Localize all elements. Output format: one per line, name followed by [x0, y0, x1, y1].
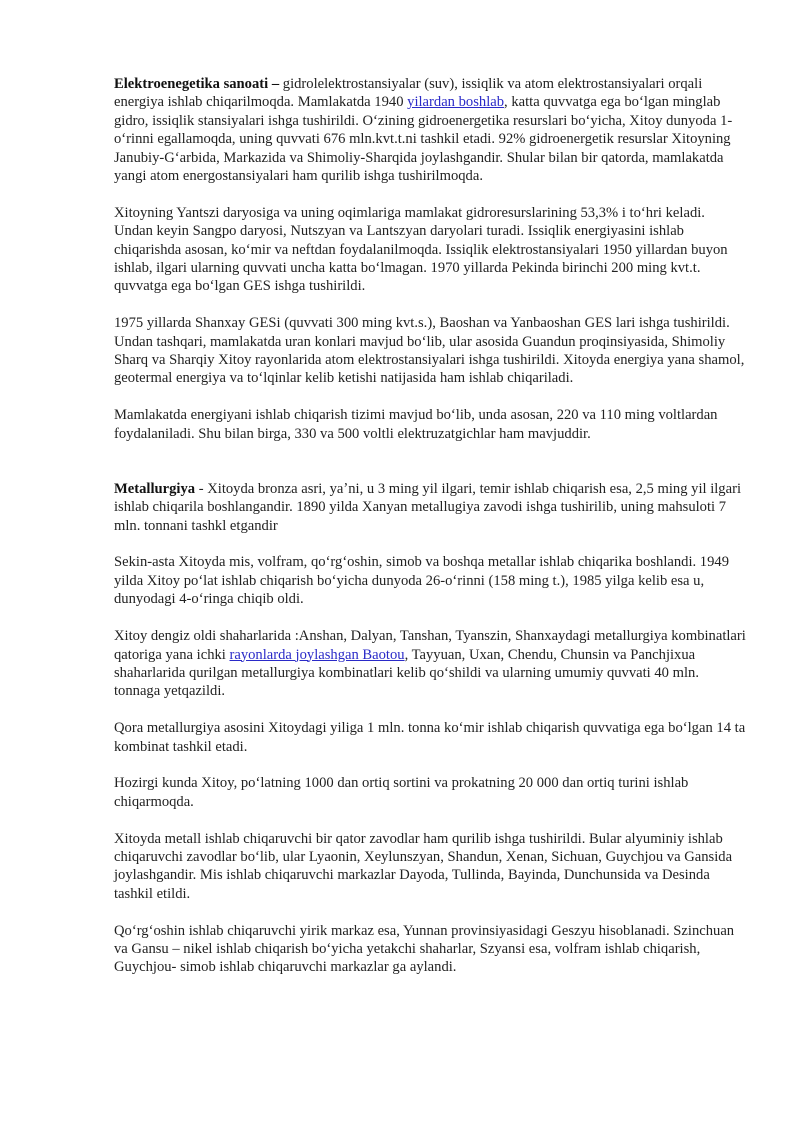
energy-paragraph-3: 1975 yillarda Shanxay GESi (quvvati 300 ming kvt.s.), Baoshan va Yanbaoshan GES lari ishga tushirildi. Undan tashqari, mamlakatda uran konlari mavjud boʻlib, ular asosida Guandun proqinsiyasida, Shimoliy Sharq va Sharqiy Xitoy rayonlarida atom elektrostansiyalari ishga tushirildi. Xitoyda energiya yana shamol, geotermal energiya va toʻlqinlar kelib ketishi natijasida ham ishlab chiqariladi.: [114, 315, 745, 387]
metal-paragraph-3: [114, 627, 746, 701]
metal-paragraph-6: Xitoyda metall ishlab chiqaruvchi bir qator zavodlar ham qurilib ishga tushirildi. Bular alyuminiy ishlab chiqaruvchi zavodlar boʻlib, ular Lyaonin, Xeylunszyan, Shandun, Xenan, Sichuan, Guychjou va Gansida joylashgandir. Mis ishlab chiqaruvchi markazlar Dayoda, Tullinda, Bayinda, Dunchunsida va Desinda tashkil etildi.: [114, 830, 733, 902]
metal-paragraph-7: Qoʻrgʻoshin ishlab chiqaruvchi yirik markaz esa, Yunnan provinsiyasidagi Geszyu hisoblanadi. Szinchuan va Gansu – nikel ishlab chiqarish boʻyicha yetakchi shaharlar, Szyansi esa, volfram ishlab chiqarish, Guychjou- simob ishlab chiqaruvchi markazlar ga aylandi.: [114, 922, 735, 976]
energy-term-dash: –: [268, 76, 283, 92]
energy-paragraph-4: Mamlakatda energiyani ishlab chiqarish tizimi mavjud boʻlib, unda asosan, 220 va 110 ming voltlardan foydalaniladi. Shu bilan birga, 330 va 500 voltli elektruzatgichlar ham mavjuddir.: [114, 407, 718, 442]
years-link[interactable]: yilardan boshlab: [407, 94, 505, 111]
metallurgy-term: Metallurgiya: [114, 480, 196, 497]
metal-paragraph-4: Qora metallurgiya asosini Xitoydagi yiliga 1 mln. tonna koʻmir ishlab chiqarish quvvatiga ega boʻlgan 14 ta kombinat tashkil etadi.: [114, 720, 746, 755]
baotou-link[interactable]: rayonlarda joylashgan Baotou: [229, 646, 405, 663]
energy-paragraph-1: [114, 75, 746, 185]
energy-term: Elektroenegetika sanoati: [114, 76, 269, 92]
metal-paragraph-2: Sekin-asta Xitoyda mis, volfram, qoʻrgʻoshin, simob va boshqa metallar ishlab chiqarika boshlandi. 1949 yilda Xitoy poʻlat ishlab chiqarish boʻyicha dunyoda 26-oʻrinni (158 ming t.), 1985 yilga kelib esa u, dunyodagi 4-oʻringa chiqib oldi.: [114, 554, 729, 608]
metal-text-3b: , Tayyuan, Uxan, Chendu, Chunsin va Panchjixua shaharlarida qurilgan metallurgiya kombinatlari kelib qoʻshildi va ularning umumiy quvvati 40 mln. tonnaga yetqazildi.: [114, 646, 699, 700]
document-page: [114, 75, 746, 995]
metal-paragraph-5: Hozirgi kunda Xitoy, poʻlatning 1000 dan ortiq sortini va prokatning 20 000 dan ortiq turini ishlab chiqarmoqda.: [114, 775, 689, 810]
metal-text-3a: Xitoy dengiz oldi shaharlarida :Anshan, Dalyan, Tanshan, Tyanszin, Shanxaydagi metallurgiya kombinatlari qatoriga yana ichki: [114, 628, 746, 663]
metal-text-1: - Xitoyda bronza asri, yaʼni, u 3 ming yil ilgari, temir ishlab chiqarish esa, 2,5 ming yil ilgari ishlab chiqarila boshlangandir. 1890 yilda Xanyan metallugiya zavodi ishga tushirilib, uning mahsuloti 7 mln. tonnani tashkl etgandir: [114, 480, 741, 534]
metal-paragraph-1: [114, 480, 746, 535]
energy-text-1b: , katta quvvatga ega boʻlgan minglab gidro, issiqlik stansiyalari ishga tushirildi. Oʻzining gidroenergetika resurslari boʻyicha, Xitoy dunyoda 1-oʻrinni egallamoqda, uning quvvati 676 mln.kvt.t.ni tashkil etadi. 92% gidroenergetik resurslar Xitoyning Janubiy-Gʻarbida, Markazida va Shimoliy-Sharqida joylashgandir. Shular bilan bir qatorda, mamlakatda yangi atom energostansiyalari ham qurilib ishga tushirilmoqda.: [114, 94, 733, 185]
energy-text-1a: gidrolelektrostansiyalar (suv), issiqlik va atom elektrostansiyalari orqali energiya ishlab chiqarilmoqda. Mamlakatda 1940: [114, 76, 703, 111]
energy-paragraph-2: Xitoyning Yantszi daryosiga va uning oqimlariga mamlakat gidroresurslarining 53,3% i toʻhri keladi. Undan keyin Sangpo daryosi, Nutszyan va Lantszyan daryolari turadi. Issiqlik energiyasini ishlab chiqarishda asosan, koʻmir va neftdan foydalanilmoqda. Issiqlik elektrostansiyalari 1950 yillardan buyon ishlab, ilgari ularning quvvati uncha katta boʻlmagan. 1970 yillarda Pekinda birinchi 200 ming kvt.t. quvvatga ega boʻlgan GES ishga tushirildi.: [114, 204, 728, 295]
